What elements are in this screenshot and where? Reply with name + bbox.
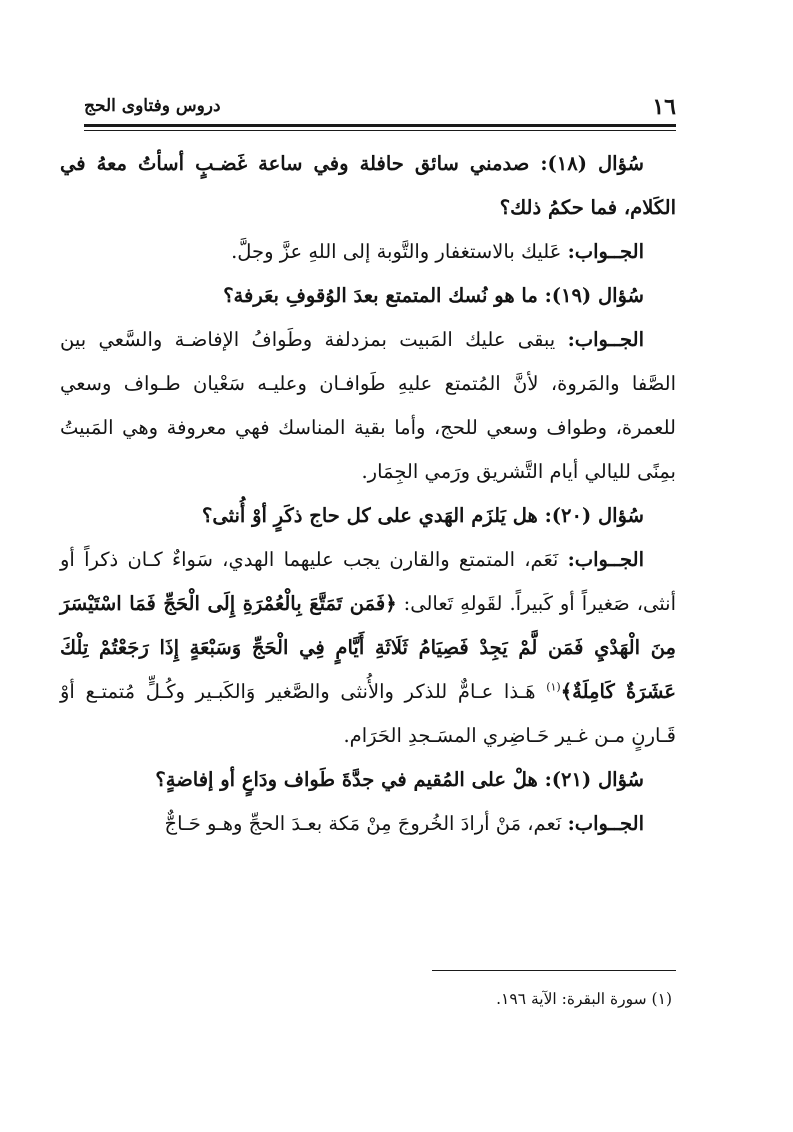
question-21: سُؤال (٢١): هلْ على المُقيم في جدَّةَ طَواف ودَاعٍ أو إفاضةٍ؟ <box>155 768 644 791</box>
answer-label: الجــواب: <box>567 240 644 263</box>
page-header <box>84 88 676 124</box>
body-text <box>60 142 676 846</box>
answer-text-after-verse: هَـذا عـامٌّ للذكر والأُنثى والصَّغير وَالكَبـير وكُـلٍّ مُتمتـع أوْ قَـارنٍ مـن غـير حَـاضِري المسَـجدِ الحَرَام. <box>60 680 676 747</box>
header-rule <box>84 124 676 127</box>
answer-19 <box>60 318 676 494</box>
quran-verse: ﴿فَمَن تَمَتَّعَ بِالْعُمْرَةِ إِلَى الْحَجِّ فَمَا اسْتَيْسَرَ مِنَ الْهَدْيِ فَمَن لَّمْ يَجِدْ فَصِيَامُ ثَلَاثَةِ أَيَّامٍ فِي الْحَجِّ وَسَبْعَةٍ إِذَا رَجَعْتُمْ تِلْكَ عَشَرَةٌ كَامِلَةٌ﴾ <box>60 592 676 703</box>
footnote-separator <box>432 970 676 971</box>
answer-text-before-verse: نَعَم، المتمتع والقارن يجب عليهما الهدي، سَواءٌ كـان ذكراً أو أنثى، صَغيراً أو كَبيراً. لقَولهِ تَعالى: <box>60 548 676 615</box>
running-title: دروس وفتاوى الحج <box>84 96 221 116</box>
answer-18 <box>60 230 676 274</box>
footnote-reference: (١) <box>546 680 561 694</box>
answer-text: يبقى عليك المَبيت بمزدلفة وطَوافُ الإفاضـة والسَّعي بين الصَّفا والمَروة، لأنَّ المُتمتع عليهِ طَوافـان وعليـه سَعْيان طـواف وسعي للعمرة، وطواف وسعي للحج، وأما بقية المناسك فهي معروفة وهي المَبيتُ بمِنًى لليالي أيام التَّشريق ورَمي الجِمَار. <box>60 328 676 483</box>
page-number: ١٦ <box>652 94 676 120</box>
answer-label: الجــواب: <box>567 548 644 571</box>
answer-21 <box>60 802 676 846</box>
answer-label: الجــواب: <box>567 328 644 351</box>
answer-text: عَليك بالاستغفار والتَّوبة إلى اللهِ عزَّ وجلَّ. <box>231 240 568 263</box>
footnote: (١) سورة البقرة: الآية ١٩٦. <box>496 990 672 1008</box>
answer-label: الجــواب: <box>567 812 644 835</box>
question-18: سُؤال (١٨): صدمني سائق حافلة وفي ساعة غَضـبٍ أسأتُ معهُ في الكَلام، فما حكمُ ذلك؟ <box>60 152 676 219</box>
question-19: سُؤال (١٩): ما هو نُسك المتمتع بعدَ الوُقوفِ بعَرفة؟ <box>223 284 644 307</box>
answer-20 <box>60 538 676 758</box>
answer-text: نَعم، مَنْ أرادَ الخُروجَ مِنْ مَكة بعـدَ الحجِّ وهـو حَـاجٌّ <box>164 812 568 835</box>
question-20: سُؤال (٢٠): هل يَلزَم الهَدي على كل حاج ذكَرٍ أوْ أُنثى؟ <box>202 504 644 527</box>
header-rule-thin <box>84 130 676 131</box>
